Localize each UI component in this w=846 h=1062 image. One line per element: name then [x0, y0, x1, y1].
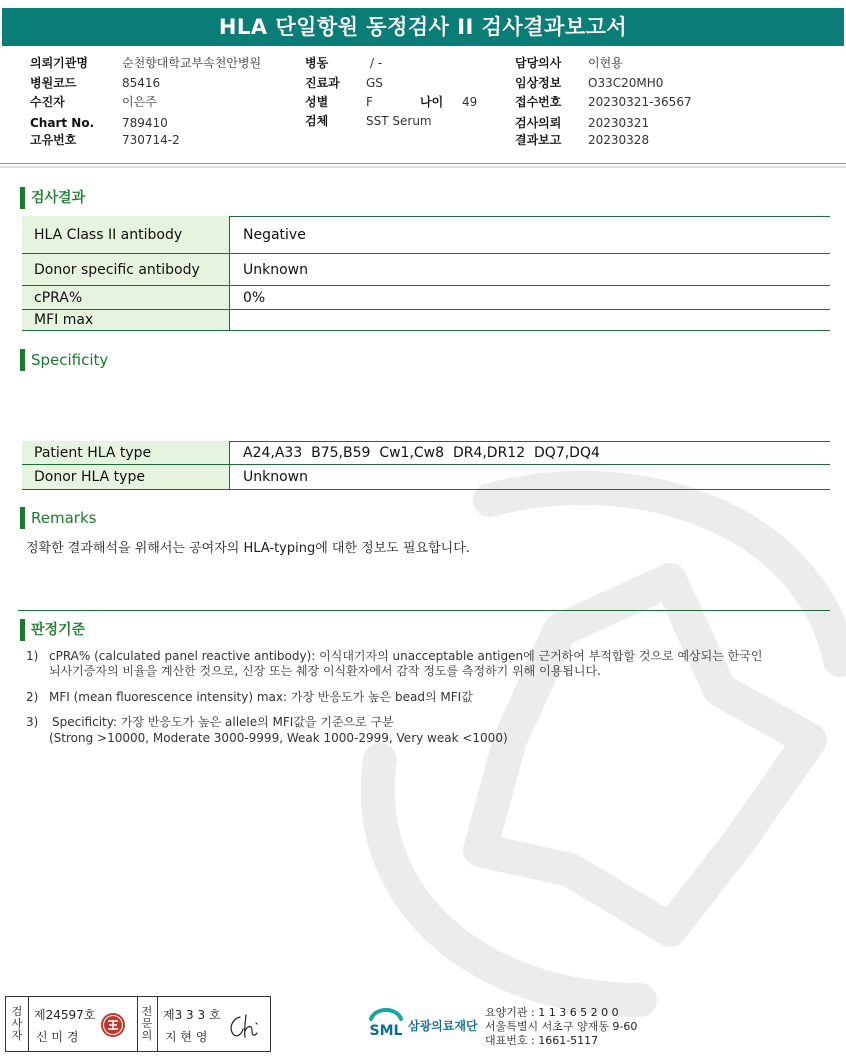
row-value: [231, 310, 830, 330]
row-value: Unknown: [243, 261, 308, 278]
criteria-number: 3): [26, 715, 39, 729]
header-divider: [0, 163, 846, 164]
criteria-text: cPRA% (calculated panel reactive antibody): 이식대기자의 unacceptable antigen에 근거하여 부적합할 것으로 예상되는 한국인: [49, 649, 763, 663]
info-value: 순천향대학교부속천안병원: [122, 56, 262, 70]
report-title: HLA 단일항원 동정검사 II 검사결과보고서: [2, 8, 844, 46]
org-phone: 대표번호 : 1661-5117: [485, 1034, 599, 1047]
table-row: [22, 286, 830, 310]
row-label: Patient HLA type: [22, 441, 230, 464]
table-row: [22, 465, 830, 490]
info-value: SST Serum: [366, 114, 432, 128]
sml-logo-icon: [365, 1003, 407, 1045]
signer-license-no: 제24597호: [34, 1008, 96, 1022]
signer-name: 신 미 경: [36, 1030, 79, 1044]
org-address: 서울특별시 서초구 양재동 9-60: [485, 1020, 638, 1033]
criteria-divider: [18, 610, 830, 611]
criteria-text: 뇌사기증자의 비율을 계산한 것으로, 신장 또는 췌장 이식환자에서 감작 정도를 측정하기 위해 이용됩니다.: [49, 664, 601, 678]
info-label: 검체: [305, 114, 329, 128]
criteria-number: 2): [26, 690, 39, 704]
row-label: cPRA%: [22, 286, 230, 309]
org-registration: 요양기관 : 1 1 3 6 5 2 0 0: [485, 1006, 619, 1019]
section-title-results: 검사결과: [20, 187, 85, 209]
info-label: 고유번호: [30, 133, 77, 147]
info-label: 수진자: [30, 95, 65, 109]
info-label: 병동: [305, 56, 329, 70]
info-value: / -: [370, 56, 383, 70]
row-value: A24,A33 B75,B59 Cw1,Cw8 DR4,DR12 DQ7,DQ4: [243, 444, 600, 461]
criteria-text: (Strong >10000, Moderate 3000-9999, Weak 1000-2999, Very weak <1000): [49, 731, 508, 745]
info-label: 임상정보: [515, 76, 562, 90]
info-label: 나이: [420, 95, 444, 109]
criteria-text: MFI (mean fluorescence intensity) max: 가장 반응도가 높은 bead의 MFI값: [49, 690, 473, 704]
handwritten-signature: [226, 1011, 262, 1041]
criteria-text: Specificity: 가장 반응도가 높은 allele의 MFI값을 기준으로 구분: [52, 715, 394, 729]
info-label: 진료과: [305, 76, 340, 90]
info-label: 병원코드: [30, 76, 77, 90]
table-row: [22, 310, 830, 331]
info-value: 49: [462, 95, 478, 109]
svg-text:SML: SML: [369, 1023, 403, 1039]
section-title-specificity: Specificity: [20, 349, 108, 371]
info-value: 20230321: [588, 116, 650, 130]
section-title-criteria: 판정기준: [20, 619, 85, 641]
signer-role-label: 검 사 자: [11, 1005, 23, 1042]
row-label: HLA Class II antibody: [22, 216, 230, 253]
info-value: 20230328: [588, 133, 650, 147]
table-row: [22, 216, 830, 254]
info-value: 이은주: [122, 95, 157, 109]
header-divider-shadow: [0, 166, 846, 168]
info-label: 검사의뢰: [515, 116, 562, 130]
criteria-number: 1): [26, 649, 39, 663]
info-label: 담당의사: [515, 56, 562, 70]
org-name: 삼광의료재단: [408, 1019, 478, 1033]
remarks-text: 정확한 결과해석을 위해서는 공여자의 HLA-typing에 대한 정보도 필요합니다.: [26, 541, 470, 556]
signer-role-label: 전 문 의: [141, 1005, 153, 1042]
info-label: 성별: [305, 95, 329, 109]
table-row: [22, 254, 830, 286]
row-value: Negative: [243, 226, 306, 243]
row-value: Unknown: [243, 469, 308, 485]
row-label: MFI max: [22, 310, 230, 330]
table-row: [22, 441, 830, 465]
row-label: Donor specific antibody: [22, 254, 230, 285]
row-value: 0%: [243, 289, 266, 306]
info-value: 789410: [122, 116, 168, 130]
info-label: 결과보고: [515, 133, 562, 147]
info-label: 의뢰기관명: [30, 56, 88, 70]
seal-stamp: [100, 1012, 126, 1038]
section-title-remarks: Remarks: [20, 507, 96, 529]
info-label: 접수번호: [515, 95, 562, 109]
info-value: 20230321-36567: [588, 95, 692, 109]
info-value: 85416: [122, 76, 161, 90]
info-value: GS: [366, 76, 383, 90]
info-value: 이현용: [588, 56, 623, 70]
info-label: Chart No.: [30, 116, 95, 130]
info-value: F: [366, 95, 373, 109]
signer-name: 지 현 영: [165, 1030, 208, 1044]
signature-box: [5, 996, 271, 1052]
info-value: 730714-2: [122, 133, 180, 147]
signer-license-no: 제3 3 3 호: [163, 1008, 221, 1022]
info-value: O33C20MH0: [588, 76, 664, 90]
row-label: Donor HLA type: [22, 465, 230, 489]
